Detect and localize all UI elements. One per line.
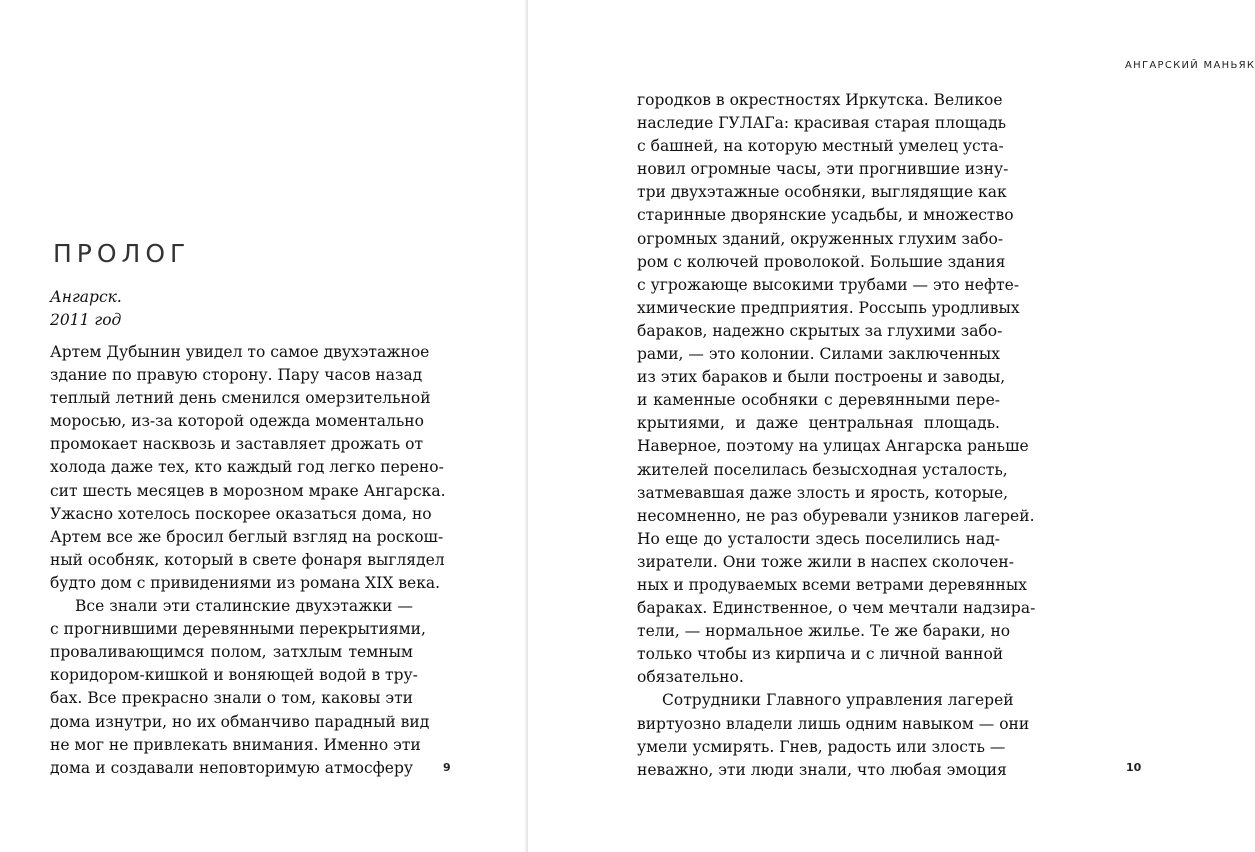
text-line: бараках. Единственное, о чем мечтали надзира-	[637, 599, 1036, 618]
text-line: зиратели. Они тоже жили в наспех сколочен-	[637, 552, 1014, 571]
text-line: старинные дворянские усадьбы, и множество	[637, 206, 1014, 225]
text-line: сит шесть месяцев в морозном мраке Ангарска.	[50, 481, 446, 500]
text-line: дома и создавали неповторимую атмосферу	[50, 758, 413, 777]
text-line: наследие ГУЛАГа: красивая старая площадь	[637, 114, 1007, 133]
text-line: с прогнившими деревянными перекрытиями,	[50, 620, 426, 639]
right-body-text	[637, 89, 1036, 782]
text-line: Ужасно хотелось поскорее оказаться дома, но	[50, 504, 432, 523]
text-line: дома изнутри, но их обманчиво парадный вид	[50, 712, 430, 731]
text-line: неважно, эти люди знали, что любая эмоция	[637, 760, 1007, 779]
text-line: Но еще до усталости здесь поселились над-	[637, 529, 1000, 548]
text-line: жителей поселилась безысходная усталость,	[637, 460, 1008, 479]
text-line: промокает насквозь и заставляет дрожать от	[50, 435, 424, 454]
text-line: обязательно.	[637, 668, 744, 687]
text-line: виртуозно владели лишь одним навыком — они	[637, 714, 1030, 733]
running-head: АНГАРСКИЙ МАНЬЯК	[1125, 60, 1255, 71]
text-line: не мог не привлекать внимания. Именно эти	[50, 735, 421, 754]
text-line: здание по правую сторону. Пару часов назад	[50, 366, 423, 385]
text-line: будто дом с привидениями из романа XIX века.	[50, 573, 441, 592]
text-line: коридором-кишкой и воняющей водой в тру-	[50, 666, 418, 685]
text-line: Наверное, поэтому на улицах Ангарска раньше	[637, 437, 1029, 456]
text-line: ром с колючей проволокой. Большие здания	[637, 252, 1006, 271]
text-line: только чтобы из кирпича и с личной ванной	[637, 645, 1004, 664]
text-line: теплый летний день сменился омерзительной	[50, 389, 431, 408]
dateline-place: Ангарск.	[50, 288, 122, 306]
text-line: умели усмирять. Гнев, радость или злость —	[637, 737, 1006, 756]
dateline	[50, 286, 430, 332]
page-number-left: 9	[443, 761, 451, 774]
text-line: городков в окрестностях Иркутска. Великое	[637, 91, 1003, 109]
dateline-year: 2011 год	[50, 311, 122, 329]
text-line: крытиями, и даже центральная площадь.	[637, 414, 1000, 433]
page-number-right: 10	[1126, 761, 1142, 774]
text-line: Сотрудники Главного управления лагерей	[662, 691, 1014, 710]
text-line: бараков, надежно скрытых за глухими забо-	[637, 321, 1003, 340]
text-line: химические предприятия. Россыпь уродливых	[637, 298, 1020, 317]
text-line: ных и продуваемых всеми ветрами деревянных	[637, 575, 1027, 594]
text-line: с башней, на которую местный умелец уста-	[637, 137, 1004, 156]
text-line: новил огромные часы, эти прогнившие изну-	[637, 160, 1009, 179]
left-body-text	[50, 341, 446, 780]
text-line: несомненно, не раз обуревали узников лагерей.	[637, 506, 1035, 525]
chapter-title: ПРОЛОГ	[53, 239, 191, 268]
text-line: ный особняк, который в свете фонаря выглядел	[50, 550, 445, 569]
text-line: затмевавшая даже злость и ярость, которые,	[637, 483, 1009, 502]
text-line: с угрожающе высокими трубами — это нефте-	[637, 275, 1020, 294]
text-line: Артем все же бросил беглый взгляд на роскош-	[50, 527, 444, 546]
text-line: моросью, из-за которой одежда моментально	[50, 412, 424, 431]
text-line: из этих бараков и были построены и заводы,	[637, 368, 1006, 387]
text-line: холода даже тех, кто каждый год легко перено-	[50, 458, 444, 477]
text-line: Все знали эти сталинские двухэтажки —	[75, 597, 413, 616]
text-line: проваливающимся полом, затхлым темным	[50, 643, 413, 662]
text-line: бах. Все прекрасно знали о том, каковы эти	[50, 689, 413, 708]
text-line: и каменные особняки с деревянными пере-	[637, 391, 1000, 410]
text-line: огромных зданий, окруженных глухим забо-	[637, 229, 1004, 248]
text-line: тели, — нормальное жилье. Те же бараки, но	[637, 622, 1011, 641]
text-line: три двухэтажные особняки, выглядящие как	[637, 183, 1007, 202]
text-line: рами, — это колонии. Силами заключенных	[637, 345, 1000, 364]
text-line: Артем Дубынин увидел то самое двухэтажное	[50, 343, 430, 361]
